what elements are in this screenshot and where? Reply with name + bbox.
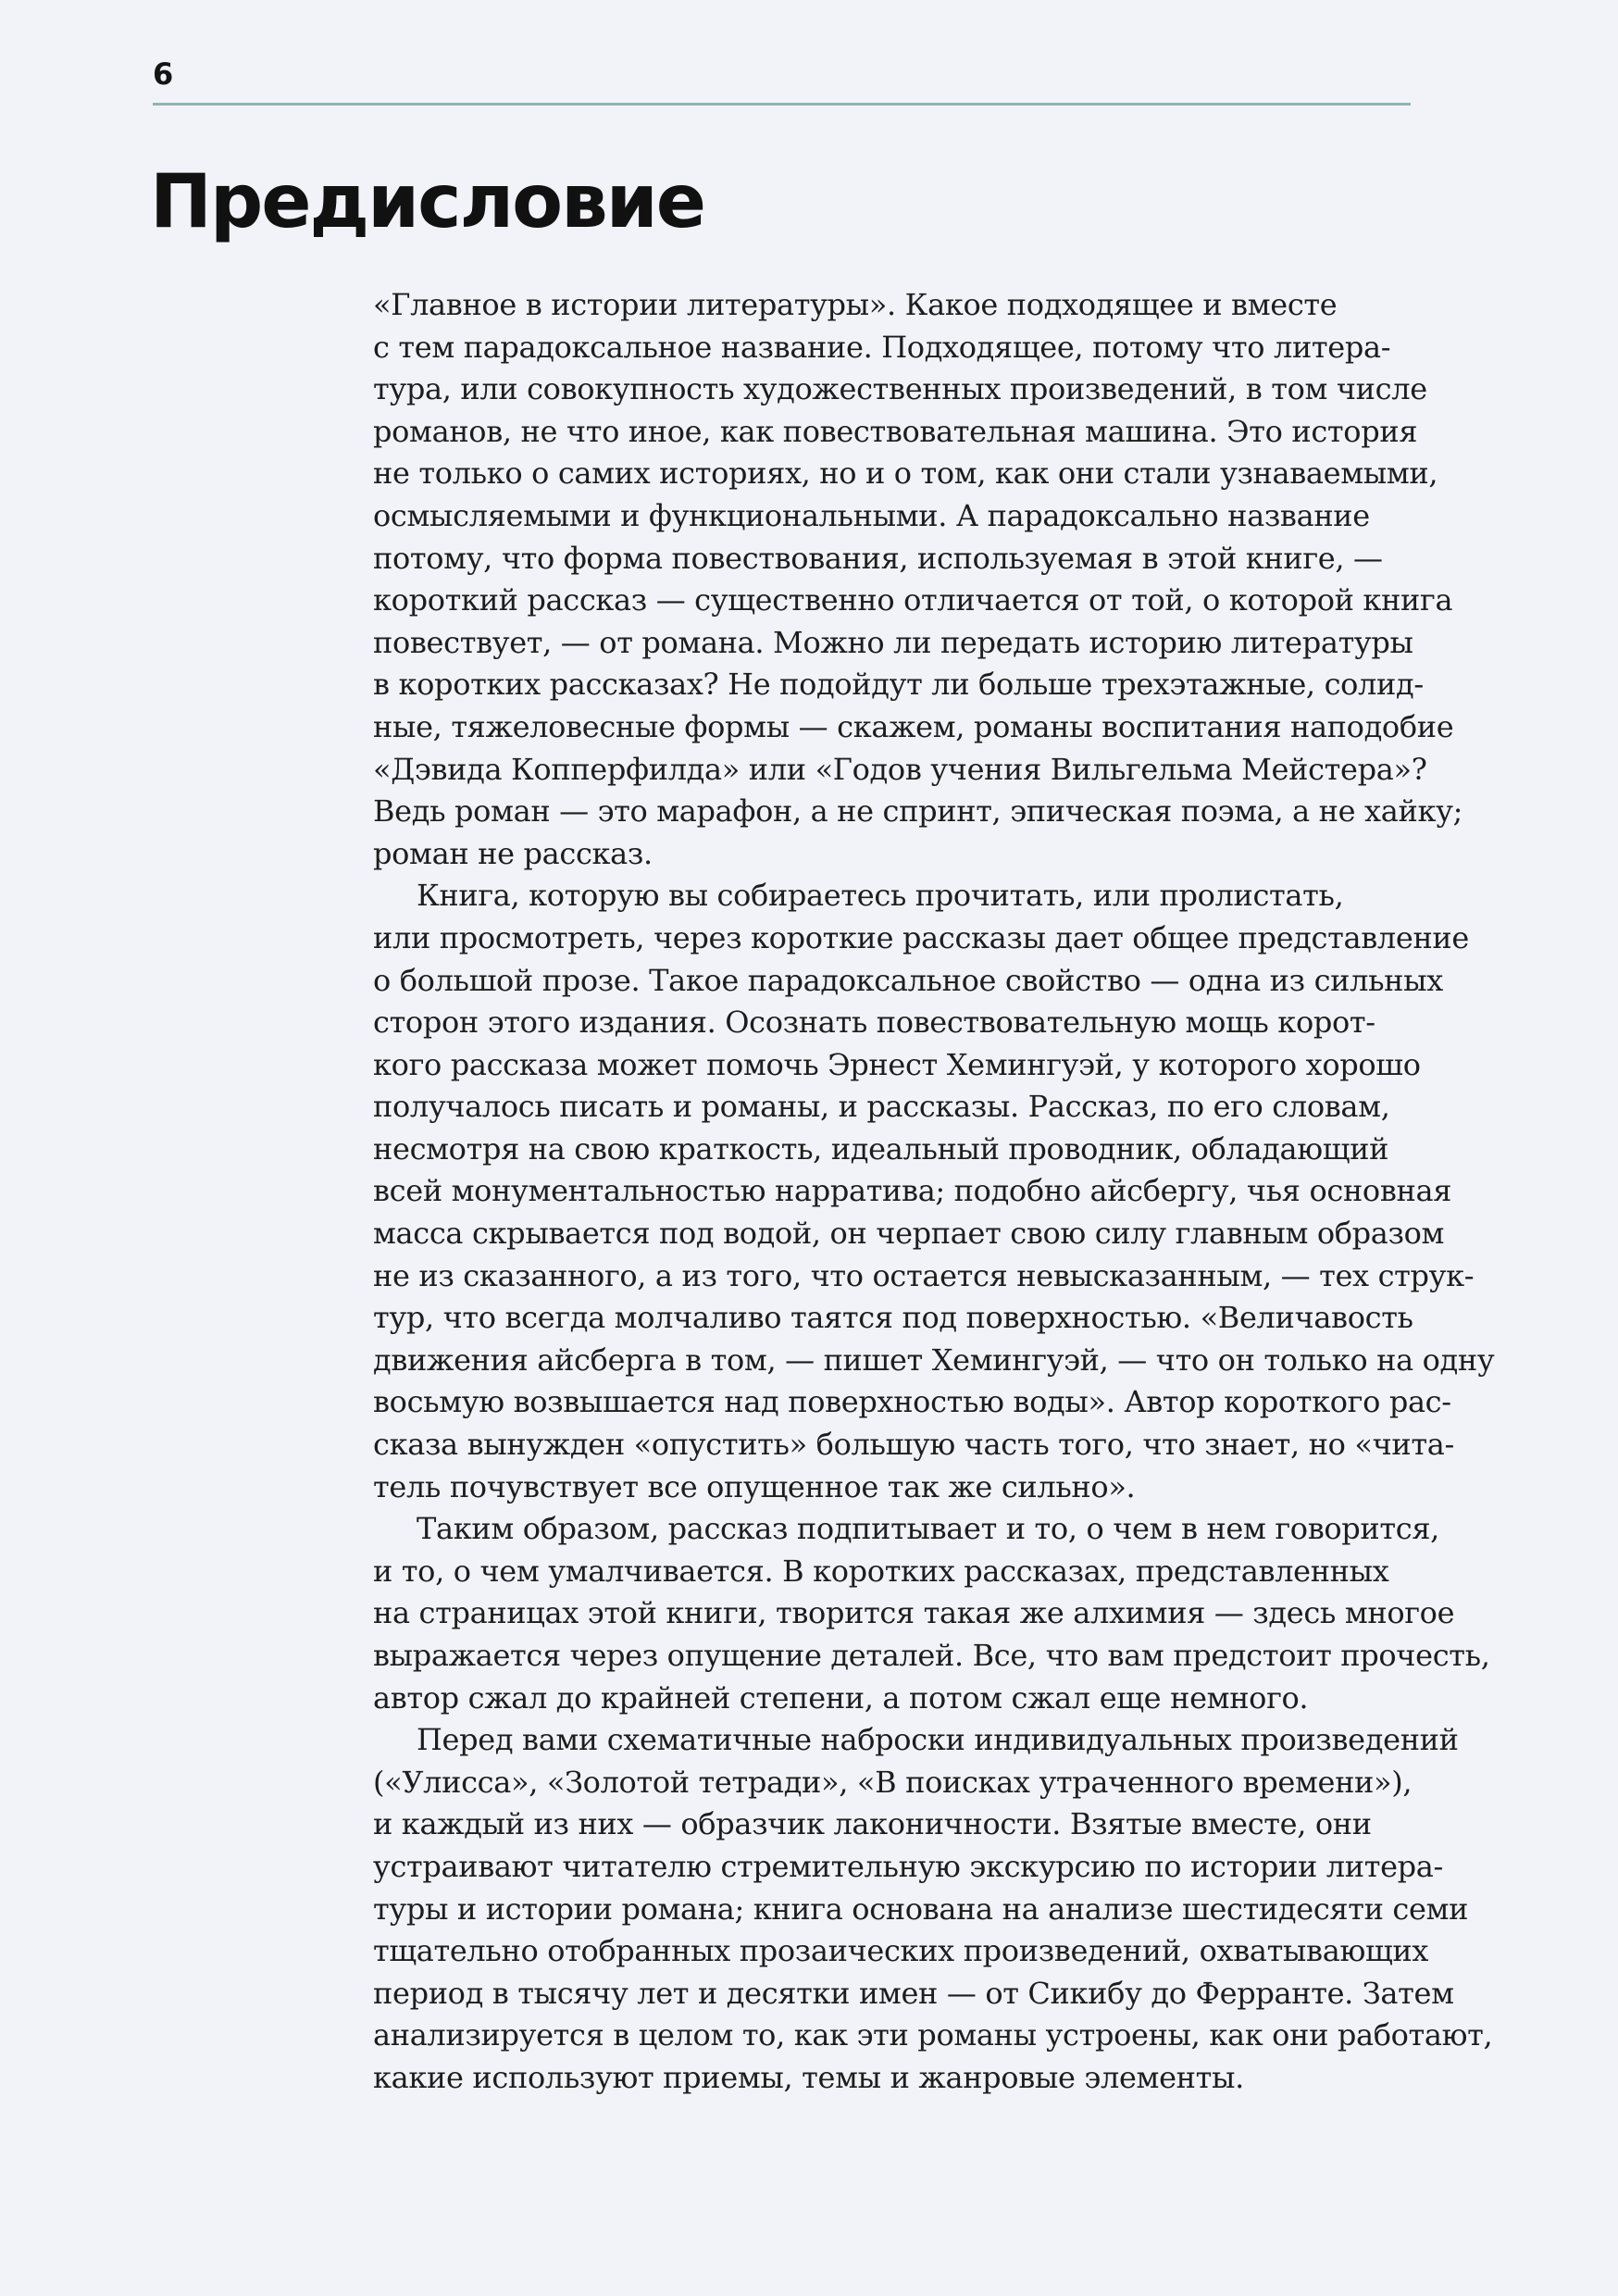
page-number: 6	[153, 56, 174, 92]
text-line: («Улисса», «Золотой тетради», «В поисках утраченного времени»),	[373, 1764, 1413, 1800]
paragraph-4	[373, 1719, 1493, 2099]
body-text	[373, 284, 1495, 2100]
text-line: период в тысячу лет и десятки имен — от Сикибу до Ферранте. Затем	[373, 1975, 1454, 2011]
text-line: или просмотреть, через короткие рассказы дает общее представление	[373, 919, 1469, 955]
text-line: тель почувствует все опущенное так же сильно».	[373, 1468, 1136, 1504]
text-line: ные, тяжеловесные формы — скажем, романы воспитания наподобие	[373, 708, 1454, 744]
text-line: не из сказанного, а из того, что остается невысказанным, — тех струк-	[373, 1257, 1475, 1293]
text-line: выражается через опущение деталей. Все, что вам предстоит прочесть,	[373, 1638, 1490, 1673]
text-line: потому, что форма повествования, используемая в этой книге, —	[373, 540, 1383, 576]
text-line: с тем парадоксальное название. Подходящее, потому что литера-	[373, 329, 1391, 365]
paragraph-1	[373, 284, 1463, 875]
text-line: тур, что всегда молчаливо таятся под поверхностью. «Величавость	[373, 1300, 1413, 1336]
text-line: туры и истории романа; книга основана на анализе шестидесяти семи	[373, 1890, 1469, 1927]
text-line: Книга, которую вы собираетесь прочитать, или пролистать,	[417, 878, 1344, 914]
text-line: роман не рассказ.	[373, 835, 653, 871]
text-line: какие используют приемы, темы и жанровые элементы.	[373, 2059, 1244, 2095]
text-line: устраивают читателю стремительную экскурсию по истории литера-	[373, 1848, 1443, 1884]
text-line: повествует, — от романа. Можно ли передать историю литературы	[373, 624, 1413, 660]
text-line: получалось писать и романы, и рассказы. Рассказ, по его словам,	[373, 1089, 1390, 1125]
paragraph-2	[373, 875, 1495, 1508]
text-line: Таким образом, рассказ подпитывает и то, о чем в нем говорится,	[417, 1511, 1439, 1547]
text-line: восьмую возвышается над поверхностью воды». Автор короткого рас-	[373, 1384, 1451, 1420]
text-line: сторон этого издания. Осознать повествовательную мощь корот-	[373, 1004, 1375, 1041]
text-line: анализируется в целом то, как эти романы устроены, как они работают,	[373, 2017, 1493, 2053]
text-line: масса скрывается под водой, он черпает свою силу главным образом	[373, 1216, 1445, 1252]
text-line: Перед вами схематичные наброски индивидуальных произведений	[417, 1722, 1459, 1758]
text-line: не только о самих историях, но и о том, как они стали узнаваемыми,	[373, 455, 1438, 492]
text-line: сказа вынужден «опустить» большую часть того, что знает, но «чита-	[373, 1427, 1454, 1463]
text-line: осмысляемыми и функциональными. А парадоксально название	[373, 497, 1370, 533]
text-line: тщательно отобранных прозаических произведений, охватывающих	[373, 1933, 1429, 1969]
text-line: несмотря на свою краткость, идеальный проводник, обладающий	[373, 1130, 1389, 1167]
text-line: Ведь роман — это марафон, а не спринт, эпическая поэма, а не хайку;	[373, 793, 1463, 830]
text-line: «Дэвида Копперфилда» или «Годов учения Вильгельма Мейстера»?	[373, 751, 1427, 787]
text-line: и то, о чем умалчивается. В коротких рассказах, представленных	[373, 1553, 1389, 1589]
text-line: на страницах этой книги, творится такая же алхимия — здесь многое	[373, 1595, 1455, 1631]
header-rule	[153, 103, 1411, 106]
text-line: и каждый из них — образчик лаконичности. Взятые вместе, они	[373, 1806, 1372, 1842]
page-title: Предисловие	[150, 158, 705, 244]
text-line: «Главное в истории литературы». Какое подходящее и вместе	[373, 287, 1338, 322]
text-line: автор сжал до крайней степени, а потом сжал еще немного.	[373, 1679, 1309, 1716]
text-line: о большой прозе. Такое парадоксальное свойство — одна из сильных	[373, 962, 1443, 998]
text-line: движения айсберга в том, — пишет Хемингуэй, — что он только на одну	[373, 1341, 1495, 1378]
text-line: тура, или совокупность художественных произведений, в том числе	[373, 371, 1427, 407]
text-line: короткий рассказ — существенно отличается от той, о которой книга	[373, 582, 1453, 618]
text-line: в коротких рассказах? Не подойдут ли больше трехэтажные, солид-	[373, 667, 1424, 703]
text-line: кого рассказа может помочь Эрнест Хемингуэй, у которого хорошо	[373, 1046, 1421, 1082]
paragraph-3	[373, 1508, 1490, 1719]
text-line: романов, не что иное, как повествовательная машина. Это история	[373, 413, 1418, 449]
text-line: всей монументальностью нарратива; подобно айсбергу, чья основная	[373, 1173, 1452, 1209]
